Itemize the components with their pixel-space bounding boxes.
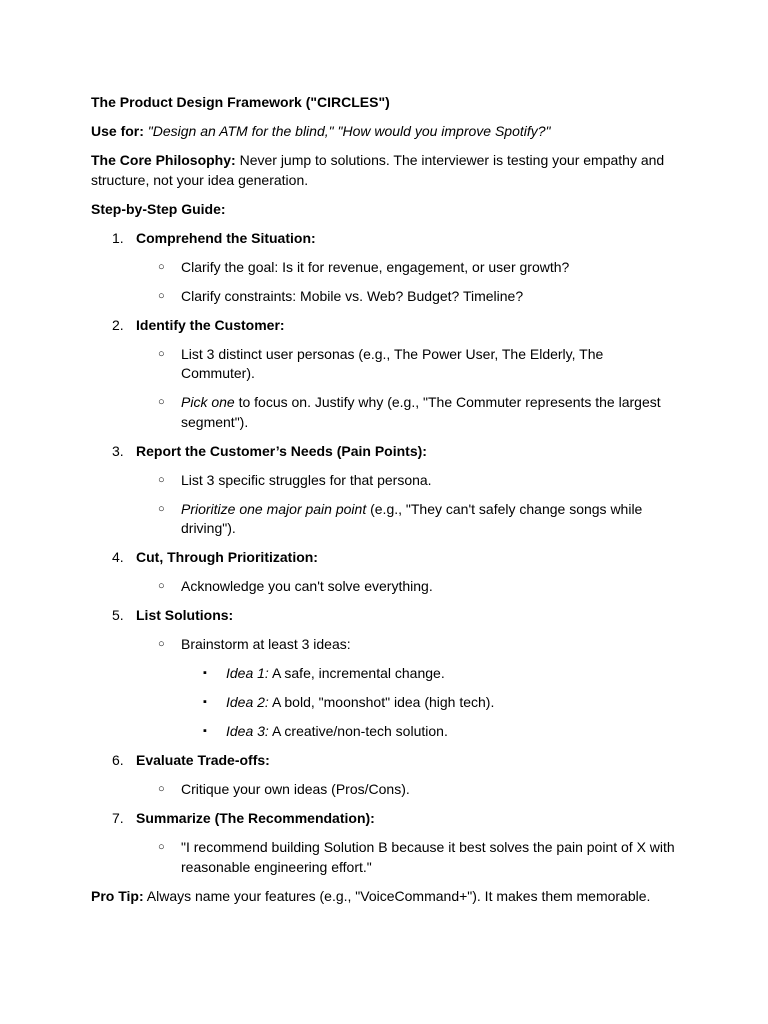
bullet-emphasis: Pick one <box>181 394 235 410</box>
step-number: 7. <box>112 810 124 826</box>
bullet-text-line <box>181 636 351 652</box>
hollow-circle-bullet-icon: ○ <box>158 396 165 408</box>
step-item <box>91 809 681 877</box>
square-bullet-icon: ▪ <box>203 696 207 708</box>
bullet-text-line <box>181 578 433 594</box>
step-item <box>91 442 681 539</box>
square-bullet-icon: ▪ <box>203 667 207 679</box>
step-heading: Summarize (The Recommendation): <box>136 810 375 826</box>
pro-tip-paragraph <box>91 887 681 907</box>
bullet-text: "I recommend building Solution B because it best solves the pain point of X with reasonable engineering effort." <box>181 839 675 875</box>
use-for-text: "Design an ATM for the blind," "How would you improve Spotify?" <box>147 123 551 139</box>
bullet-item <box>136 345 681 384</box>
pro-tip-text: Always name your features (e.g., "VoiceCommand+"). It makes them memorable. <box>146 887 651 904</box>
bullet-text: List 3 specific struggles for that persona. <box>181 471 432 488</box>
step-bullets <box>136 345 681 433</box>
step-item <box>91 548 681 597</box>
step-item <box>91 751 681 800</box>
bullet-text-line <box>181 259 569 275</box>
use-for-paragraph <box>91 122 681 142</box>
bullet-text-line <box>181 394 661 430</box>
hollow-circle-bullet-icon: ○ <box>158 841 165 853</box>
bullet-text: List 3 distinct user personas (e.g., The Power User, The Elderly, The Commuter). <box>181 345 604 381</box>
nested-bullet-emphasis: Idea 2: <box>226 694 269 710</box>
bullet-item <box>136 577 681 597</box>
step-heading: Evaluate Trade-offs: <box>136 752 270 768</box>
step-bullets <box>136 635 681 742</box>
bullet-text-line <box>181 288 523 304</box>
bullet-text-line <box>181 472 432 488</box>
step-bullets <box>136 577 681 597</box>
step-number: 2. <box>112 316 124 333</box>
bullet-text: Clarify the goal: Is it for revenue, engagement, or user growth? <box>181 258 570 275</box>
hollow-circle-bullet-icon: ○ <box>158 289 165 302</box>
bullet-item <box>136 780 681 800</box>
philosophy-label: The Core Philosophy: <box>91 152 236 168</box>
nested-bullet-text: A creative/non-tech solution. <box>268 723 448 739</box>
bullet-item <box>136 393 681 432</box>
nested-bullet-item <box>181 722 681 742</box>
use-for-label: Use for: <box>91 123 144 139</box>
step-item <box>91 316 681 433</box>
bullet-item <box>136 471 681 491</box>
hollow-circle-bullet-icon: ○ <box>158 638 165 650</box>
document-page <box>91 93 681 916</box>
nested-bullet-emphasis: Idea 3: <box>226 723 269 739</box>
bullet-item <box>136 258 681 278</box>
steps-list <box>91 229 681 878</box>
bullet-item <box>136 287 681 307</box>
hollow-circle-bullet-icon: ○ <box>158 580 165 592</box>
step-heading: Comprehend the Situation: <box>136 229 316 246</box>
bullet-item <box>136 500 681 539</box>
step-bullets <box>136 838 681 877</box>
hollow-circle-bullet-icon: ○ <box>158 473 165 486</box>
step-bullets <box>136 780 681 800</box>
nested-bullet-emphasis: Idea 1: <box>226 665 269 681</box>
bullet-item <box>136 635 681 742</box>
bullet-text-line <box>181 781 410 797</box>
step-heading: List Solutions: <box>136 607 234 623</box>
hollow-circle-bullet-icon: ○ <box>158 783 165 795</box>
step-item <box>91 229 681 307</box>
bullet-text: Critique your own ideas (Pros/Cons). <box>181 781 410 797</box>
philosophy-text: Never jump to solutions. The interviewer is testing your empathy and structure, not your idea generation. <box>91 152 665 188</box>
nested-bullet-text-line <box>226 694 494 710</box>
step-item <box>91 606 681 742</box>
step-number: 6. <box>112 752 124 768</box>
philosophy-paragraph <box>91 151 681 190</box>
nested-bullet-text: A safe, incremental change. <box>268 665 445 681</box>
step-bullets <box>136 258 681 307</box>
hollow-circle-bullet-icon: ○ <box>158 260 165 273</box>
nested-bullet-text: A bold, "moonshot" idea (high tech). <box>268 694 495 710</box>
bullet-text: to focus on. Justify why (e.g., "The Commuter represents the largest segment"). <box>181 394 661 430</box>
bullet-text-line <box>181 346 603 382</box>
bullet-text: Acknowledge you can't solve everything. <box>181 578 433 594</box>
nested-bullet-item <box>181 693 681 713</box>
guide-heading: Step-by-Step Guide: <box>91 200 226 217</box>
nested-bullets <box>181 664 681 742</box>
nested-bullet-item <box>181 664 681 684</box>
step-number: 4. <box>112 549 124 565</box>
step-heading: Report the Customer’s Needs (Pain Points): <box>136 442 427 459</box>
bullet-text-line <box>181 839 675 875</box>
hollow-circle-bullet-icon: ○ <box>158 502 165 515</box>
hollow-circle-bullet-icon: ○ <box>158 347 165 360</box>
step-number: 1. <box>112 229 124 246</box>
step-heading: Identify the Customer: <box>136 316 285 333</box>
bullet-text: Brainstorm at least 3 ideas: <box>181 636 351 652</box>
step-number: 3. <box>112 442 124 459</box>
step-heading: Cut, Through Prioritization: <box>136 549 318 565</box>
bullet-emphasis: Prioritize one major pain point <box>181 500 367 517</box>
nested-bullet-text-line <box>226 665 445 681</box>
square-bullet-icon: ▪ <box>203 725 207 737</box>
bullet-text: Clarify constraints: Mobile vs. Web? Budget? Timeline? <box>181 287 524 304</box>
step-bullets <box>136 471 681 539</box>
step-number: 5. <box>112 607 124 623</box>
bullet-item <box>136 838 681 877</box>
pro-tip-label: Pro Tip: <box>91 887 144 904</box>
document-title: The Product Design Framework ("CIRCLES") <box>91 94 390 110</box>
bullet-text: (e.g., "They can't safely change songs while driving"). <box>181 500 643 536</box>
bullet-text-line <box>181 501 642 537</box>
nested-bullet-text-line <box>226 723 448 739</box>
